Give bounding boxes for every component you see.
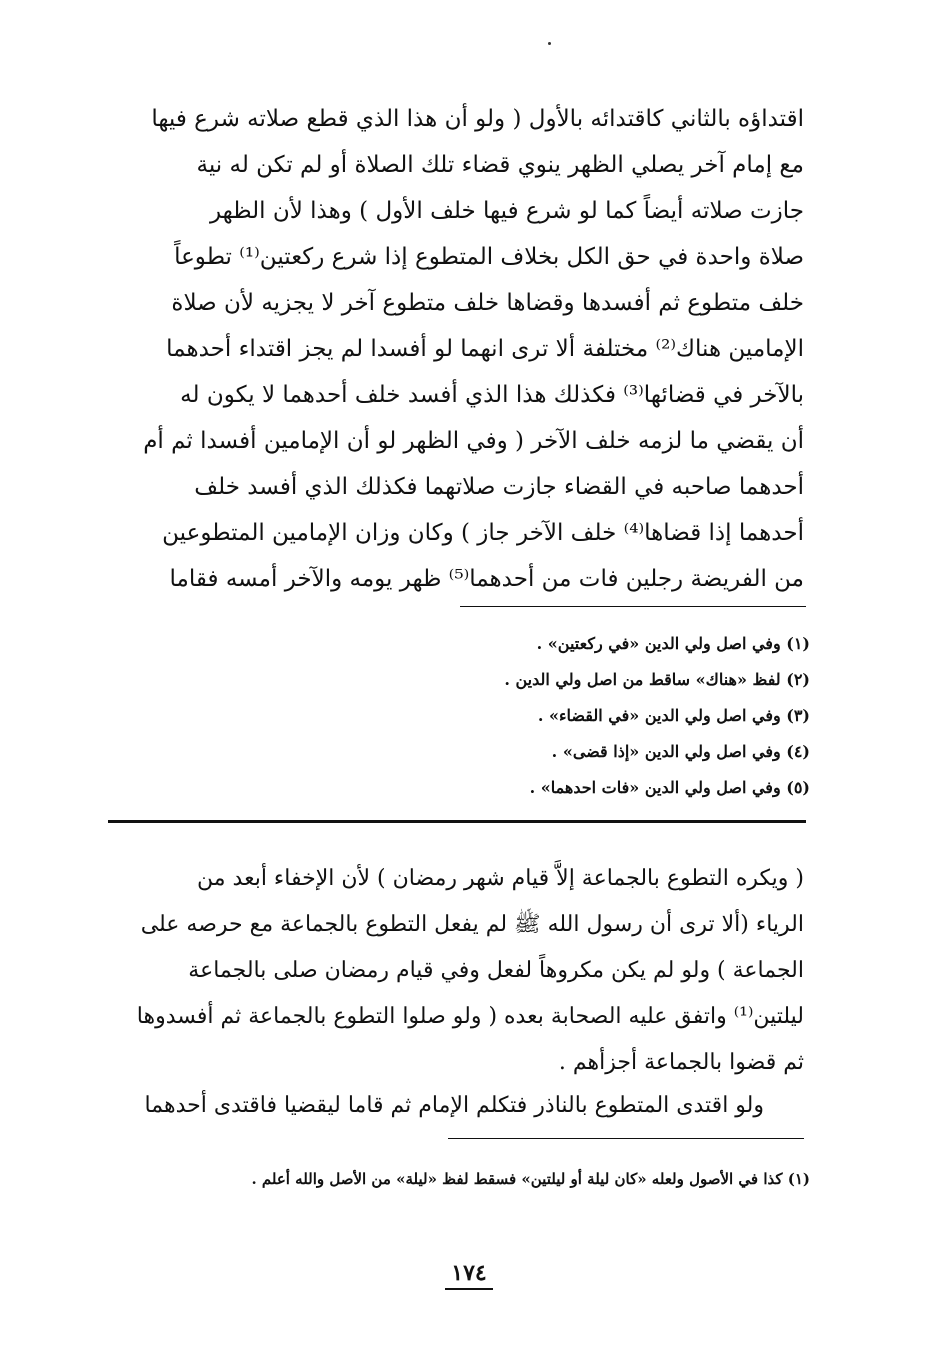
page-number-text: ١٧٤ bbox=[445, 1260, 492, 1290]
main-text-line: مع إمام آخر يصلي الظهر ينوي قضاء تلك الصلاة أو لم تكن له نية bbox=[196, 152, 804, 178]
footnote-item: (٢) لفظ «هناك» ساقط من اصل ولي الدين . bbox=[504, 670, 810, 689]
main-text-line: من الفريضة رجلين فات من أحدهما⁽⁵⁾ ظهر يومه والآخر أمسه فقاما bbox=[169, 566, 804, 592]
main-text-line: الإمامين هناك⁽²⁾ مختلفة ألا ترى انهما لو أفسدا لم يجز اقتداء أحدهما bbox=[166, 336, 804, 362]
paragraph-line: الرياء (ألا ترى أن رسول الله ﷺ لم يفعل التطوع بالجماعة مع حرصه على bbox=[140, 912, 804, 937]
main-text-block bbox=[104, 96, 804, 602]
footnote-item: (٤) وفي اصل ولي الدين «إذا قضى» . bbox=[551, 742, 810, 761]
footnote-separator bbox=[460, 606, 806, 607]
main-text-line: اقتداؤه بالثاني كاقتدائه بالأول ( ولو أن هذا الذي قطع صلاته شرع فيها bbox=[151, 106, 804, 132]
section2-paragraph2 bbox=[104, 1086, 764, 1126]
main-text-line: بالآخر في قضائها⁽³⁾ فكذلك هذا الذي أفسد خلف أحدهما لا يكون له bbox=[180, 382, 804, 408]
main-text-line: خلف متطوع ثم أفسدها وقضاها خلف متطوع آخر لا يجزيه لأن صلاة bbox=[171, 290, 804, 316]
footnotes-top bbox=[380, 626, 810, 806]
scan-speck bbox=[548, 42, 551, 45]
page-number bbox=[0, 1260, 938, 1290]
paragraph-line: ليلتين⁽¹⁾ واتفق عليه الصحابة بعده ( ولو صلوا التطوع بالجماعة ثم أفسدوها bbox=[136, 1004, 804, 1029]
footnote-bottom bbox=[150, 1162, 810, 1196]
footnote-item: (١) وفي اصل ولي الدين «في ركعتين» . bbox=[536, 634, 810, 653]
footnote-item: (٣) وفي اصل ولي الدين «في القضاء» . bbox=[537, 706, 810, 725]
main-text-line: أحدهما إذا قضاها⁽⁴⁾ خلف الآخر جاز ) وكان وزان الإمامين المتطوعين bbox=[162, 520, 804, 546]
main-text-line: أحدهما صاحبه في القضاء جازت صلاتهما فكذلك الذي أفسد خلف bbox=[194, 474, 804, 500]
section2-paragraph1 bbox=[104, 856, 804, 1086]
footnote-item: (٥) وفي اصل ولي الدين «فات احدهما» . bbox=[529, 778, 810, 797]
main-text-line: جازت صلاته أيضاً كما لو شرع فيها خلف الأول ) وهذا لأن الظهر bbox=[209, 198, 804, 224]
paragraph-line: ( ويكره التطوع بالجماعة إلاَّ قيام شهر رمضان ) لأن الإخفاء أبعد من bbox=[197, 866, 804, 891]
footnote-separator-bottom bbox=[448, 1138, 804, 1139]
section-divider bbox=[108, 820, 806, 823]
main-text-line: صلاة واحدة في حق الكل بخلاف المتطوع إذا شرع ركعتين⁽¹⁾ تطوعاً bbox=[174, 244, 804, 270]
main-text-line: أن يقضي ما لزمه خلف الآخر ( وفي الظهر لو أن الإمامين أفسدا ثم أم bbox=[143, 428, 804, 454]
footnote-item: (١) كذا في الأصول ولعله «كان ليلة أو ليلتين» فسقط لفظ «ليلة» من الأصل والله أعلم . bbox=[251, 1170, 810, 1188]
paragraph-line: ولو اقتدى المتطوع بالناذر فتكلم الإمام ثم قاما ليقضيا فاقتدى أحدهما bbox=[144, 1093, 764, 1118]
paragraph-line: الجماعة ) ولو لم يكن مكروهاً لفعل وفي قيام رمضان صلى بالجماعة bbox=[188, 958, 804, 983]
paragraph-line: ثم قضوا بالجماعة أجزأهم . bbox=[558, 1050, 804, 1075]
